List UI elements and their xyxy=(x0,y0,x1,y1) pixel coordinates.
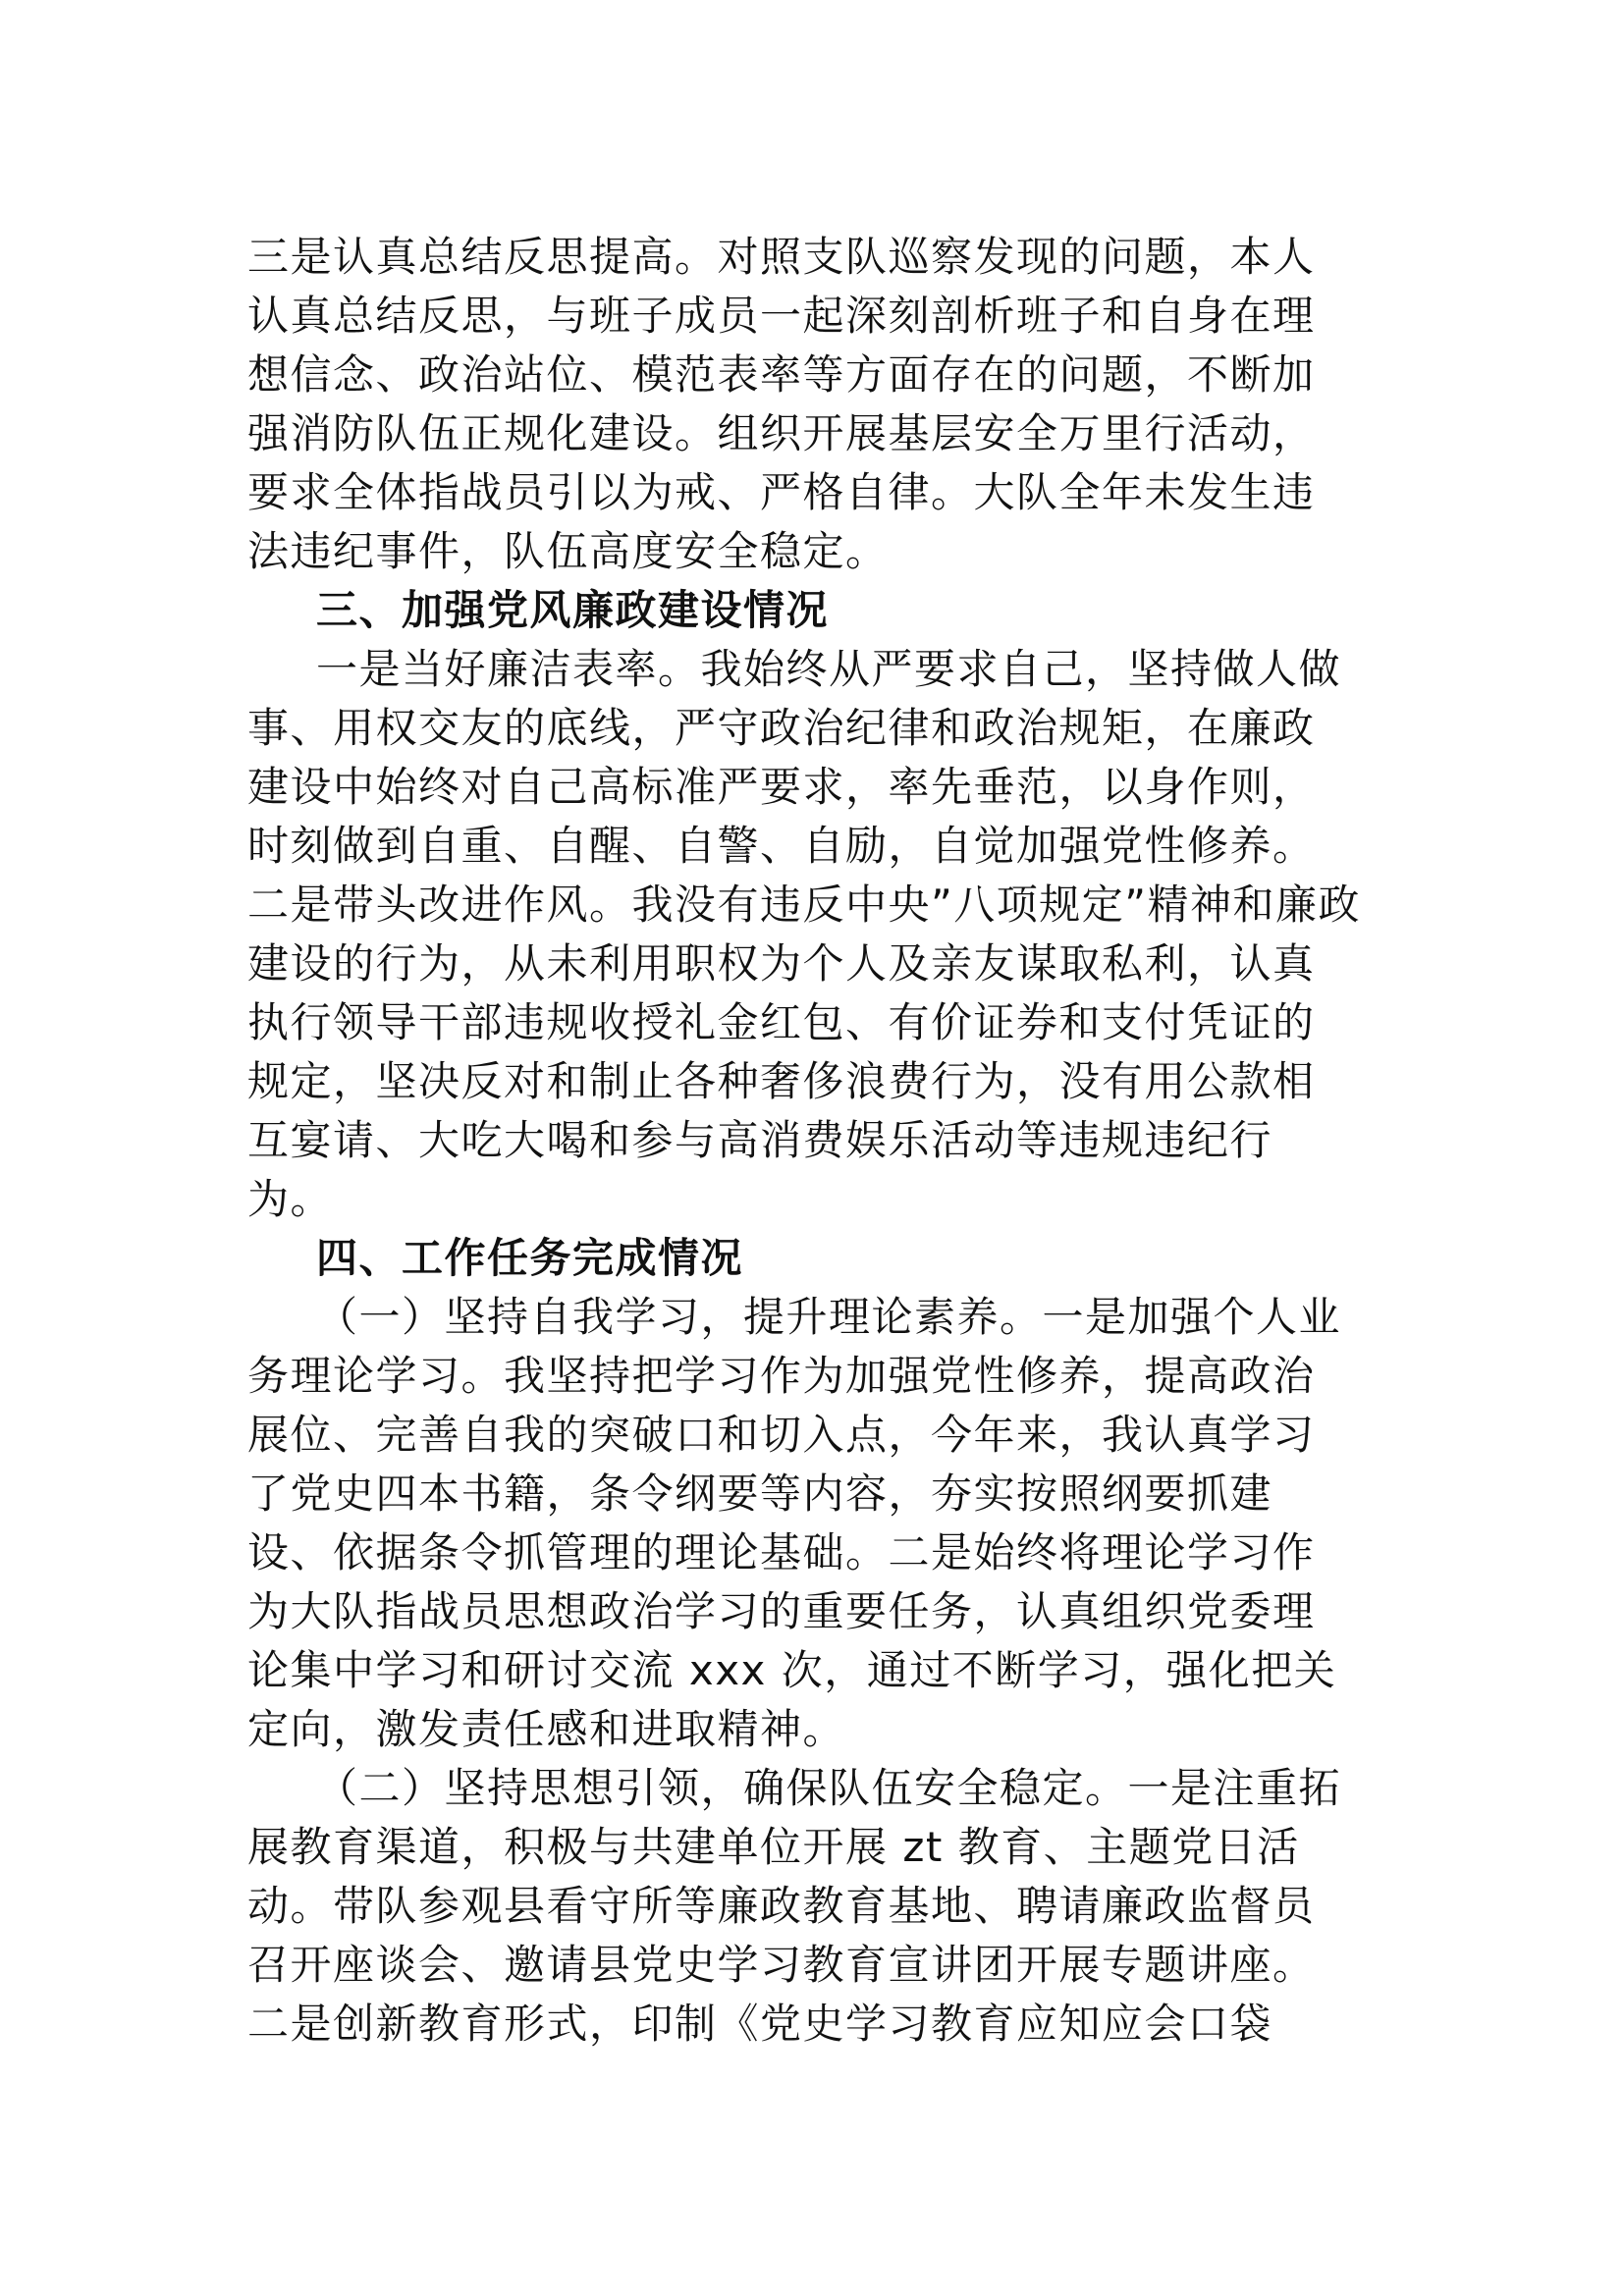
paragraph-line: 展位、完善自我的突破口和切入点，今年来，我认真学习 xyxy=(247,1411,1316,1459)
paragraph-line: 法违纪事件，队伍高度安全稳定。 xyxy=(247,527,889,575)
paragraph-line: 二是带头改进作风。我没有违反中央”八项规定”精神和廉政 xyxy=(247,881,1362,929)
section-heading-4: 四、工作任务完成情况 xyxy=(316,1234,744,1282)
paragraph-line: 展教育渠道，积极与共建单位开展 zt 教育、主题党日活 xyxy=(247,1823,1300,1871)
paragraph-line: 论集中学习和研讨交流 xxx 次，通过不断学习，强化把关 xyxy=(247,1646,1337,1694)
paragraph-line: 要求全体指战员引以为戒、严格自律。大队全年未发生违 xyxy=(247,468,1316,516)
paragraph-line: 了党史四本书籍，条令纲要等内容，夯实按照纲要抓建 xyxy=(247,1469,1273,1518)
paragraph-line: 二是创新教育形式，印制《党史学习教育应知应会口袋 xyxy=(247,2000,1273,2048)
paragraph-line: 一是当好廉洁表率。我始终从严要求自己，坚持做人做 xyxy=(316,645,1342,693)
paragraph-line: （二）坚持思想引领，确保队伍安全稳定。一是注重拓 xyxy=(316,1764,1342,1812)
paragraph-line: 为大队指战员思想政治学习的重要任务，认真组织党委理 xyxy=(247,1587,1316,1635)
paragraph-line: 认真总结反思，与班子成员一起深刻剖析班子和自身在理 xyxy=(247,292,1316,340)
paragraph-line: 三是认真总结反思提高。对照支队巡察发现的问题，本人 xyxy=(247,233,1316,281)
paragraph-line: 定向，激发责任感和进取精神。 xyxy=(247,1705,846,1753)
paragraph-line: 互宴请、大吃大喝和参与高消费娱乐活动等违规违纪行 xyxy=(247,1116,1273,1164)
paragraph-line: 想信念、政治站位、模范表率等方面存在的问题，不断加 xyxy=(247,350,1316,399)
paragraph-line: 强消防队伍正规化建设。组织开展基层安全万里行活动， xyxy=(247,409,1316,457)
paragraph-line: 时刻做到自重、自醒、自警、自励，自觉加强党性修养。 xyxy=(247,822,1316,870)
paragraph-line: 为。 xyxy=(247,1175,334,1223)
paragraph-line: 建设中始终对自己高标准严要求，率先垂范，以身作则， xyxy=(247,763,1316,811)
paragraph-line: 动。带队参观县看守所等廉政教育基地、聘请廉政监督员 xyxy=(247,1882,1316,1930)
paragraph-line: 事、用权交友的底线，严守政治纪律和政治规矩，在廉政 xyxy=(247,704,1316,752)
paragraph-line: 务理论学习。我坚持把学习作为加强党性修养，提高政治 xyxy=(247,1352,1316,1400)
paragraph-line: 执行领导干部违规收授礼金红包、有价证券和支付凭证的 xyxy=(247,998,1316,1046)
section-heading-3: 三、加强党风廉政建设情况 xyxy=(316,586,830,634)
paragraph-line: 建设的行为，从未利用职权为个人及亲友谋取私利，认真 xyxy=(247,939,1316,988)
paragraph-line: 召开座谈会、邀请县党史学习教育宣讲团开展专题讲座。 xyxy=(247,1941,1316,1989)
paragraph-line: 设、依据条令抓管理的理论基础。二是始终将理论学习作 xyxy=(247,1528,1316,1576)
paragraph-line: （一）坚持自我学习，提升理论素养。一是加强个人业 xyxy=(316,1293,1342,1341)
document-page xyxy=(247,228,1362,2054)
paragraph-line: 规定，坚决反对和制止各种奢侈浪费行为，没有用公款相 xyxy=(247,1057,1316,1105)
